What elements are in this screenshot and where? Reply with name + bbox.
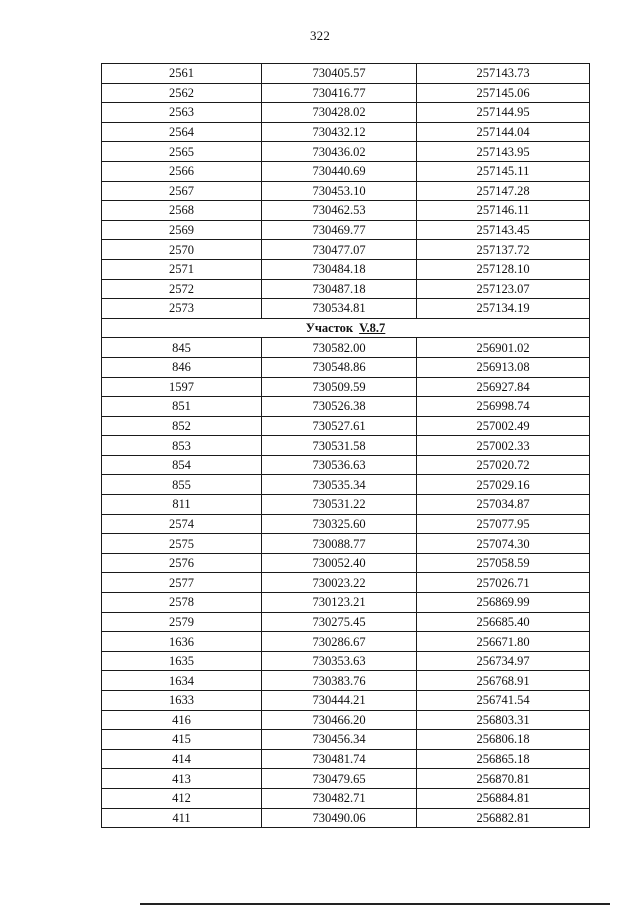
x-coordinate-cell: 730548.86 <box>262 357 417 377</box>
table-row <box>102 220 590 240</box>
point-number-cell: 414 <box>102 749 262 769</box>
point-number-cell: 2578 <box>102 593 262 613</box>
y-coordinate-cell: 256869.99 <box>417 593 590 613</box>
y-coordinate-cell: 256734.97 <box>417 651 590 671</box>
x-coordinate-cell: 730481.74 <box>262 749 417 769</box>
table-row <box>102 455 590 475</box>
y-coordinate-cell: 256685.40 <box>417 612 590 632</box>
y-coordinate-cell: 256671.80 <box>417 632 590 652</box>
x-coordinate-cell: 730536.63 <box>262 455 417 475</box>
x-coordinate-cell: 730444.21 <box>262 691 417 711</box>
point-number-cell: 2561 <box>102 64 262 84</box>
table-row <box>102 357 590 377</box>
table-row <box>102 534 590 554</box>
x-coordinate-cell: 730490.06 <box>262 808 417 828</box>
y-coordinate-cell: 257123.07 <box>417 279 590 299</box>
point-number-cell: 2567 <box>102 181 262 201</box>
y-coordinate-cell: 257145.11 <box>417 161 590 181</box>
point-number-cell: 412 <box>102 788 262 808</box>
table-row <box>102 573 590 593</box>
x-coordinate-cell: 730531.22 <box>262 495 417 515</box>
x-coordinate-cell: 730527.61 <box>262 416 417 436</box>
x-coordinate-cell: 730405.57 <box>262 64 417 84</box>
table-row <box>102 632 590 652</box>
x-coordinate-cell: 730484.18 <box>262 259 417 279</box>
x-coordinate-cell: 730479.65 <box>262 769 417 789</box>
table-row <box>102 612 590 632</box>
y-coordinate-cell: 256870.81 <box>417 769 590 789</box>
y-coordinate-cell: 256901.02 <box>417 338 590 358</box>
table-row <box>102 64 590 84</box>
point-number-cell: 853 <box>102 436 262 456</box>
table-row <box>102 808 590 828</box>
y-coordinate-cell: 257002.49 <box>417 416 590 436</box>
y-coordinate-cell: 256882.81 <box>417 808 590 828</box>
table-row <box>102 142 590 162</box>
table-row <box>102 279 590 299</box>
table-row <box>102 710 590 730</box>
x-coordinate-cell: 730275.45 <box>262 612 417 632</box>
x-coordinate-cell: 730052.40 <box>262 553 417 573</box>
table-row <box>102 749 590 769</box>
y-coordinate-cell: 257146.11 <box>417 201 590 221</box>
table-row <box>102 377 590 397</box>
point-number-cell: 2575 <box>102 534 262 554</box>
x-coordinate-cell: 730123.21 <box>262 593 417 613</box>
x-coordinate-cell: 730535.34 <box>262 475 417 495</box>
y-coordinate-cell: 257077.95 <box>417 514 590 534</box>
y-coordinate-cell: 257144.04 <box>417 122 590 142</box>
y-coordinate-cell: 257002.33 <box>417 436 590 456</box>
point-number-cell: 413 <box>102 769 262 789</box>
table-row <box>102 201 590 221</box>
point-number-cell: 2577 <box>102 573 262 593</box>
point-number-cell: 1636 <box>102 632 262 652</box>
y-coordinate-cell: 257020.72 <box>417 455 590 475</box>
x-coordinate-cell: 730088.77 <box>262 534 417 554</box>
table-row <box>102 671 590 691</box>
point-number-cell: 2574 <box>102 514 262 534</box>
point-number-cell: 2573 <box>102 299 262 319</box>
point-number-cell: 2576 <box>102 553 262 573</box>
y-coordinate-cell: 256768.91 <box>417 671 590 691</box>
y-coordinate-cell: 257144.95 <box>417 103 590 123</box>
point-number-cell: 1633 <box>102 691 262 711</box>
table-row <box>102 161 590 181</box>
table-row <box>102 593 590 613</box>
x-coordinate-cell: 730462.53 <box>262 201 417 221</box>
y-coordinate-cell: 257058.59 <box>417 553 590 573</box>
section-header-row <box>102 318 590 338</box>
x-coordinate-cell: 730469.77 <box>262 220 417 240</box>
point-number-cell: 2579 <box>102 612 262 632</box>
x-coordinate-cell: 730428.02 <box>262 103 417 123</box>
table-row <box>102 788 590 808</box>
y-coordinate-cell: 256913.08 <box>417 357 590 377</box>
table-row <box>102 299 590 319</box>
x-coordinate-cell: 730482.71 <box>262 788 417 808</box>
point-number-cell: 2569 <box>102 220 262 240</box>
table-row <box>102 495 590 515</box>
table-row <box>102 651 590 671</box>
y-coordinate-cell: 257034.87 <box>417 495 590 515</box>
y-coordinate-cell: 256803.31 <box>417 710 590 730</box>
coordinates-table-body <box>102 64 590 828</box>
x-coordinate-cell: 730509.59 <box>262 377 417 397</box>
y-coordinate-cell: 256927.84 <box>417 377 590 397</box>
point-number-cell: 2564 <box>102 122 262 142</box>
y-coordinate-cell: 256998.74 <box>417 397 590 417</box>
table-row <box>102 730 590 750</box>
y-coordinate-cell: 257029.16 <box>417 475 590 495</box>
y-coordinate-cell: 257147.28 <box>417 181 590 201</box>
point-number-cell: 854 <box>102 455 262 475</box>
point-number-cell: 411 <box>102 808 262 828</box>
point-number-cell: 846 <box>102 357 262 377</box>
x-coordinate-cell: 730432.12 <box>262 122 417 142</box>
table-row <box>102 691 590 711</box>
section-id: V.8.7 <box>359 321 386 336</box>
y-coordinate-cell: 257143.73 <box>417 64 590 84</box>
x-coordinate-cell: 730325.60 <box>262 514 417 534</box>
x-coordinate-cell: 730466.20 <box>262 710 417 730</box>
table-row <box>102 769 590 789</box>
table-row <box>102 259 590 279</box>
table-row <box>102 181 590 201</box>
x-coordinate-cell: 730453.10 <box>262 181 417 201</box>
table-row <box>102 475 590 495</box>
x-coordinate-cell: 730477.07 <box>262 240 417 260</box>
y-coordinate-cell: 257145.06 <box>417 83 590 103</box>
y-coordinate-cell: 256806.18 <box>417 730 590 750</box>
page-number: 322 <box>309 28 331 43</box>
y-coordinate-cell: 257134.19 <box>417 299 590 319</box>
table-row <box>102 103 590 123</box>
x-coordinate-cell: 730023.22 <box>262 573 417 593</box>
y-coordinate-cell: 256865.18 <box>417 749 590 769</box>
x-coordinate-cell: 730383.76 <box>262 671 417 691</box>
x-coordinate-cell: 730531.58 <box>262 436 417 456</box>
point-number-cell: 2563 <box>102 103 262 123</box>
x-coordinate-cell: 730440.69 <box>262 161 417 181</box>
y-coordinate-cell: 257143.95 <box>417 142 590 162</box>
coordinates-table <box>101 63 590 828</box>
x-coordinate-cell: 730487.18 <box>262 279 417 299</box>
table-row <box>102 240 590 260</box>
y-coordinate-cell: 256741.54 <box>417 691 590 711</box>
point-number-cell: 2566 <box>102 161 262 181</box>
section-label: Участок <box>305 321 354 336</box>
x-coordinate-cell: 730582.00 <box>262 338 417 358</box>
point-number-cell: 1635 <box>102 651 262 671</box>
x-coordinate-cell: 730353.63 <box>262 651 417 671</box>
point-number-cell: 2568 <box>102 201 262 221</box>
point-number-cell: 415 <box>102 730 262 750</box>
y-coordinate-cell: 257137.72 <box>417 240 590 260</box>
section-header-cell <box>102 318 590 338</box>
point-number-cell: 2570 <box>102 240 262 260</box>
point-number-cell: 1634 <box>102 671 262 691</box>
y-coordinate-cell: 257143.45 <box>417 220 590 240</box>
point-number-cell: 2571 <box>102 259 262 279</box>
point-number-cell: 811 <box>102 495 262 515</box>
x-coordinate-cell: 730534.81 <box>262 299 417 319</box>
point-number-cell: 2562 <box>102 83 262 103</box>
point-number-cell: 2565 <box>102 142 262 162</box>
table-row <box>102 122 590 142</box>
table-row <box>102 514 590 534</box>
y-coordinate-cell: 257128.10 <box>417 259 590 279</box>
table-row <box>102 416 590 436</box>
point-number-cell: 416 <box>102 710 262 730</box>
x-coordinate-cell: 730436.02 <box>262 142 417 162</box>
x-coordinate-cell: 730526.38 <box>262 397 417 417</box>
point-number-cell: 845 <box>102 338 262 358</box>
point-number-cell: 852 <box>102 416 262 436</box>
point-number-cell: 851 <box>102 397 262 417</box>
y-coordinate-cell: 256884.81 <box>417 788 590 808</box>
x-coordinate-cell: 730416.77 <box>262 83 417 103</box>
table-row <box>102 83 590 103</box>
table-row <box>102 436 590 456</box>
y-coordinate-cell: 257026.71 <box>417 573 590 593</box>
point-number-cell: 2572 <box>102 279 262 299</box>
y-coordinate-cell: 257074.30 <box>417 534 590 554</box>
x-coordinate-cell: 730456.34 <box>262 730 417 750</box>
table-row <box>102 338 590 358</box>
table-row <box>102 397 590 417</box>
x-coordinate-cell: 730286.67 <box>262 632 417 652</box>
point-number-cell: 1597 <box>102 377 262 397</box>
point-number-cell: 855 <box>102 475 262 495</box>
table-row <box>102 553 590 573</box>
